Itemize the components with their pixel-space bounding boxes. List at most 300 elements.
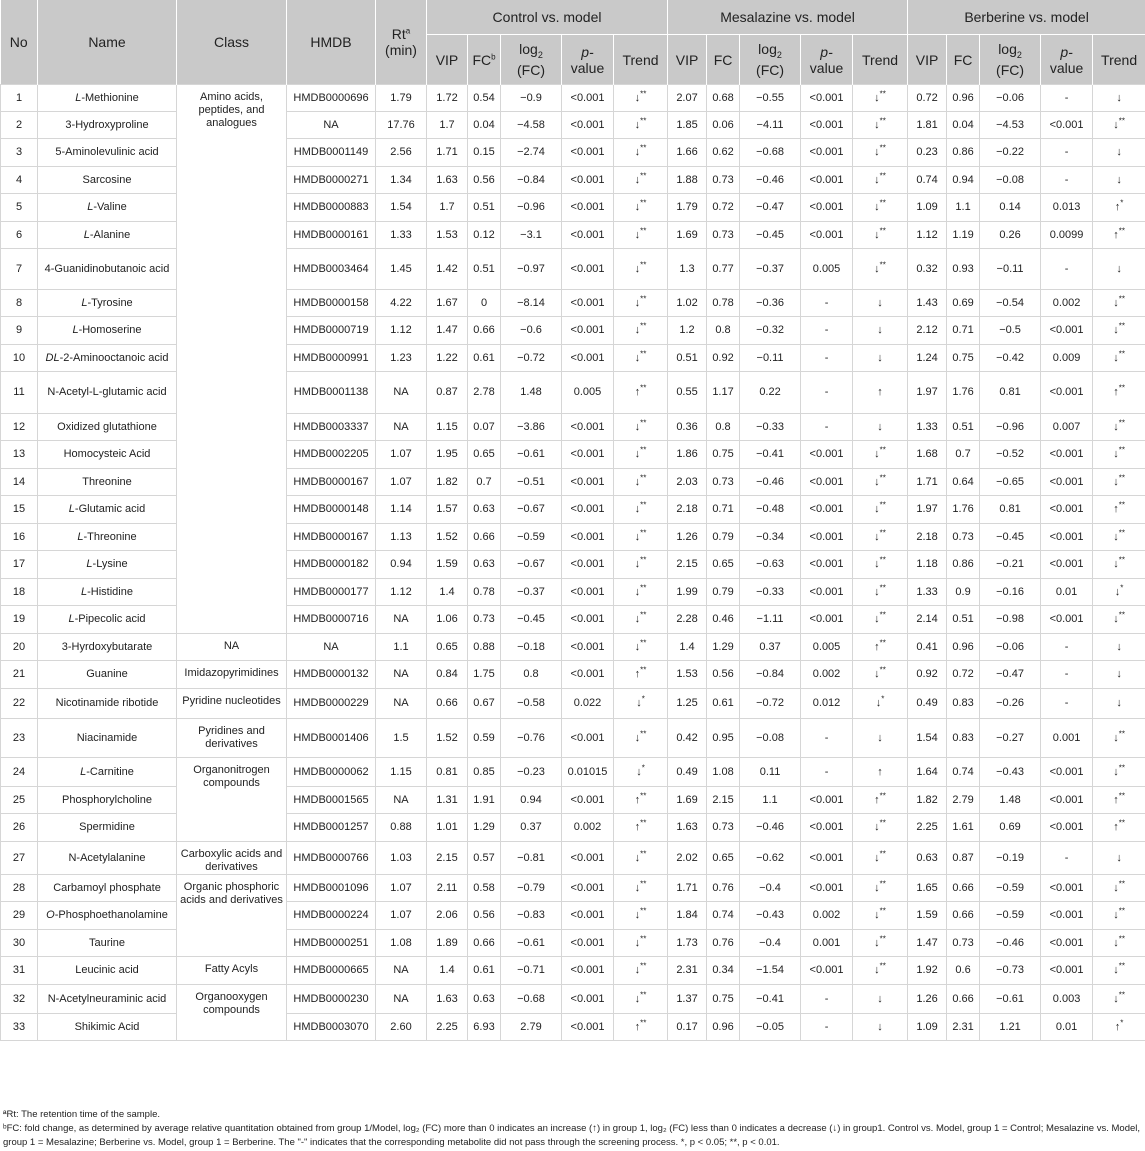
cell-p-value: - [1041,249,1093,290]
cell-vip: 1.63 [668,814,707,842]
table-row [1,787,1145,814]
cell-vip: 1.18 [908,551,947,579]
cell-trend: ↓** [614,85,668,112]
cell-fc: 2.15 [707,787,740,814]
cell-vip: 1.88 [668,167,707,194]
cell-vip: 1.42 [427,249,468,290]
cell-name: Shikimic Acid [38,1014,177,1041]
cell-p-value: <0.001 [1041,875,1093,902]
cell-trend: ↓** [614,875,668,902]
cell-trend: ↓ [853,317,908,345]
cell-no: 5 [1,194,38,222]
cell-log2fc: −0.33 [740,579,801,606]
cell-trend: ↓* [853,689,908,719]
cell-trend: ↓** [614,441,668,469]
cell-trend: ↑** [1093,222,1145,249]
cell-fc: 0.07 [468,414,501,441]
cell-log2fc: −0.67 [501,496,562,524]
cell-trend: ↓** [1093,112,1145,139]
cell-trend: ↑** [853,634,908,661]
cell-trend: ↑* [1093,1014,1145,1041]
cell-hmdb: HMDB0003337 [287,414,376,441]
table-row [1,842,1145,875]
cell-log2fc: −0.59 [980,875,1041,902]
cell-vip: 1.59 [427,551,468,579]
cell-trend: ↓** [614,112,668,139]
cell-p-value: <0.001 [801,524,853,551]
cell-vip: 0.81 [427,758,468,787]
table-row [1,689,1145,719]
cell-log2fc: −0.46 [980,930,1041,957]
cell-log2fc: −0.11 [740,345,801,372]
cell-trend: ↓ [1093,139,1145,167]
cell-log2fc: −0.81 [501,842,562,875]
cell-log2fc: −0.97 [501,249,562,290]
cell-trend: ↓ [1093,842,1145,875]
table-header [1,0,1145,85]
cell-name: N-Acetylneuraminic acid [38,985,177,1014]
cell-trend: ↓** [614,902,668,930]
cell-vip: 1.53 [668,661,707,689]
cell-trend: ↓** [614,524,668,551]
cell-trend: ↓ [853,1014,908,1041]
cell-fc: 0.75 [947,345,980,372]
cell-no: 14 [1,469,38,496]
cell-fc: 0.65 [468,441,501,469]
table-row [1,317,1145,345]
cell-fc: 0.83 [947,719,980,758]
cell-log2fc: −0.59 [501,524,562,551]
cell-vip: 1.7 [427,112,468,139]
cell-trend: ↓** [853,606,908,634]
cell-rt: 1.34 [376,167,427,194]
cell-p-value: 0.009 [1041,345,1093,372]
table-row [1,634,1145,661]
cell-no: 8 [1,290,38,317]
cell-no: 33 [1,1014,38,1041]
cell-vip: 2.07 [668,85,707,112]
cell-p-value: 0.01015 [562,758,614,787]
cell-fc: 0.63 [468,985,501,1014]
cell-fc: 0.94 [947,167,980,194]
cell-class: NA [177,634,287,661]
cell-hmdb: HMDB0000719 [287,317,376,345]
cell-trend: ↓** [614,194,668,222]
cell-fc: 0.56 [707,661,740,689]
cell-log2fc: −0.37 [740,249,801,290]
cell-vip: 2.15 [668,551,707,579]
cell-hmdb: HMDB0000229 [287,689,376,719]
cell-log2fc: −8.14 [501,290,562,317]
cell-name: L-Pipecolic acid [38,606,177,634]
cell-p-value: 0.001 [1041,719,1093,758]
cell-no: 1 [1,85,38,112]
cell-trend: ↓** [614,139,668,167]
cell-rt: 1.79 [376,85,427,112]
cell-vip: 0.55 [668,372,707,414]
cell-name: Carbamoyl phosphate [38,875,177,902]
cell-vip: 0.23 [908,139,947,167]
cell-no: 32 [1,985,38,1014]
header-fc: FC [947,35,980,85]
cell-p-value: - [1041,167,1093,194]
cell-name: Oxidized glutathione [38,414,177,441]
cell-fc: 0.46 [707,606,740,634]
header-trend: Trend [614,35,668,85]
cell-fc: 0.64 [947,469,980,496]
cell-vip: 1.71 [668,875,707,902]
cell-fc: 0.51 [947,414,980,441]
cell-trend: ↓** [1093,985,1145,1014]
cell-trend: ↓** [614,249,668,290]
header-fc: FC [707,35,740,85]
header-berberine-vs-model: Berberine vs. model [908,0,1145,35]
cell-trend: ↓** [1093,606,1145,634]
header-fc: $FC^b$ [468,35,501,85]
cell-rt: 2.56 [376,139,427,167]
cell-no: 16 [1,524,38,551]
cell-trend: ↓** [1093,469,1145,496]
cell-hmdb: HMDB0000158 [287,290,376,317]
cell-trend: ↑ [853,372,908,414]
cell-p-value: <0.001 [562,249,614,290]
cell-vip: 1.57 [427,496,468,524]
cell-vip: 1.7 [427,194,468,222]
cell-fc: 0.61 [468,345,501,372]
cell-p-value: <0.001 [801,139,853,167]
cell-hmdb: HMDB0001096 [287,875,376,902]
cell-log2fc: −0.72 [740,689,801,719]
cell-p-value: <0.001 [562,414,614,441]
cell-vip: 1.66 [668,139,707,167]
cell-vip: 2.28 [668,606,707,634]
cell-name: Guanine [38,661,177,689]
cell-fc: 0.73 [947,930,980,957]
cell-hmdb: HMDB0000177 [287,579,376,606]
cell-p-value: 0.005 [801,634,853,661]
cell-vip: 1.81 [908,112,947,139]
cell-vip: 1.68 [908,441,947,469]
header-no: No [1,0,38,85]
cell-trend: ↓ [1093,249,1145,290]
cell-fc: 0.71 [707,496,740,524]
cell-fc: 0.63 [468,496,501,524]
cell-vip: 1.33 [908,414,947,441]
cell-p-value: - [801,414,853,441]
cell-fc: 0.73 [707,469,740,496]
cell-vip: 1.2 [668,317,707,345]
cell-no: 19 [1,606,38,634]
cell-vip: 0.72 [908,85,947,112]
cell-trend: ↓ [853,985,908,1014]
cell-fc: 2.79 [947,787,980,814]
cell-log2fc: 1.1 [740,787,801,814]
cell-class: Fatty Acyls [177,957,287,985]
cell-vip: 0.87 [427,372,468,414]
cell-no: 23 [1,719,38,758]
cell-fc: 0.57 [468,842,501,875]
table-body [1,85,1145,1041]
cell-fc: 0.93 [947,249,980,290]
cell-rt: 1.14 [376,496,427,524]
cell-p-value: <0.001 [562,957,614,985]
cell-p-value: <0.001 [562,902,614,930]
cell-fc: 0.72 [947,661,980,689]
table-row [1,139,1145,167]
cell-class: Pyridines and derivatives [177,719,287,758]
cell-log2fc: −2.74 [501,139,562,167]
cell-log2fc: −0.06 [980,634,1041,661]
cell-log2fc: −0.6 [501,317,562,345]
cell-log2fc: 0.8 [501,661,562,689]
cell-log2fc: −0.4 [740,875,801,902]
table-row [1,985,1145,1014]
cell-vip: 1.59 [908,902,947,930]
cell-log2fc: −0.72 [501,345,562,372]
cell-vip: 2.25 [427,1014,468,1041]
cell-trend: ↓** [614,930,668,957]
cell-trend: ↓** [1093,719,1145,758]
cell-trend: ↓** [1093,317,1145,345]
cell-fc: 0.66 [947,902,980,930]
cell-p-value: <0.001 [1041,524,1093,551]
cell-vip: 1.82 [427,469,468,496]
cell-fc: 0.65 [707,551,740,579]
cell-hmdb: HMDB0000148 [287,496,376,524]
table-row [1,167,1145,194]
cell-p-value: 0.002 [1041,290,1093,317]
cell-log2fc: −0.11 [980,249,1041,290]
cell-trend: ↓** [853,814,908,842]
cell-vip: 1.63 [427,985,468,1014]
cell-log2fc: −0.08 [740,719,801,758]
cell-p-value: - [1041,661,1093,689]
cell-no: 15 [1,496,38,524]
cell-fc: 0.86 [947,139,980,167]
cell-p-value: 0.01 [1041,1014,1093,1041]
cell-trend: ↑** [614,372,668,414]
cell-log2fc: −0.45 [740,222,801,249]
cell-name: Homocysteic Acid [38,441,177,469]
cell-p-value: 0.002 [562,814,614,842]
cell-log2fc: −0.58 [501,689,562,719]
cell-trend: ↓** [1093,414,1145,441]
cell-fc: 0.73 [468,606,501,634]
cell-log2fc: 0.26 [980,222,1041,249]
cell-log2fc: 2.79 [501,1014,562,1041]
cell-hmdb: HMDB0001257 [287,814,376,842]
cell-p-value: <0.001 [801,787,853,814]
cell-log2fc: −0.67 [501,551,562,579]
cell-trend: ↓** [1093,441,1145,469]
cell-vip: 1.25 [668,689,707,719]
cell-trend: ↓** [614,957,668,985]
cell-log2fc: −0.41 [740,985,801,1014]
cell-p-value: 0.005 [801,249,853,290]
cell-rt: 1.07 [376,902,427,930]
cell-name: Nicotinamide ribotide [38,689,177,719]
cell-no: 28 [1,875,38,902]
cell-fc: 0.77 [707,249,740,290]
cell-vip: 1.4 [668,634,707,661]
cell-fc: 0.79 [707,524,740,551]
cell-log2fc: −0.73 [980,957,1041,985]
cell-p-value: - [1041,842,1093,875]
cell-rt: 1.23 [376,345,427,372]
cell-trend: ↓** [614,290,668,317]
cell-vip: 1.86 [668,441,707,469]
cell-trend: ↓** [614,496,668,524]
cell-log2fc: −0.45 [980,524,1041,551]
cell-rt: 1.5 [376,719,427,758]
cell-vip: 1.24 [908,345,947,372]
cell-no: 10 [1,345,38,372]
cell-trend: ↓** [853,469,908,496]
cell-trend: ↓** [853,112,908,139]
cell-fc: 0.66 [468,317,501,345]
header-log2fc: $\log_2$ (FC) [740,35,801,85]
cell-trend: ↑** [853,787,908,814]
header-log2fc: $\log_2$ (FC) [501,35,562,85]
header-trend: Trend [1093,35,1145,85]
cell-p-value: <0.001 [562,661,614,689]
cell-trend: ↓** [853,139,908,167]
cell-trend: ↓** [614,414,668,441]
cell-fc: 0.83 [947,689,980,719]
cell-name: L-Homoserine [38,317,177,345]
cell-hmdb: HMDB0000167 [287,469,376,496]
cell-fc: 1.08 [707,758,740,787]
cell-fc: 0.15 [468,139,501,167]
cell-p-value: <0.001 [562,290,614,317]
cell-trend: ↓** [614,719,668,758]
cell-vip: 2.03 [668,469,707,496]
cell-trend: ↓** [853,441,908,469]
cell-hmdb: HMDB0001138 [287,372,376,414]
cell-trend: ↓** [853,875,908,902]
header-p-value: p- value [801,35,853,85]
cell-log2fc: −0.46 [740,167,801,194]
cell-fc: 0.06 [707,112,740,139]
cell-vip: 0.63 [908,842,947,875]
cell-name: L-Glutamic acid [38,496,177,524]
cell-trend: ↓** [853,661,908,689]
cell-vip: 0.36 [668,414,707,441]
cell-log2fc: 0.11 [740,758,801,787]
cell-name: 3-Hydroxyproline [38,112,177,139]
cell-p-value: <0.001 [801,112,853,139]
cell-fc: 1.76 [947,372,980,414]
cell-fc: 0.66 [947,985,980,1014]
cell-trend: ↓ [853,290,908,317]
cell-p-value: <0.001 [801,814,853,842]
cell-p-value: <0.001 [1041,787,1093,814]
cell-hmdb: HMDB0000766 [287,842,376,875]
cell-p-value: <0.001 [1041,317,1093,345]
cell-fc: 0.04 [947,112,980,139]
header-p-value: p- value [1041,35,1093,85]
cell-name: 3-Hyrdoxybutarate [38,634,177,661]
cell-p-value: <0.001 [562,441,614,469]
cell-hmdb: HMDB0000991 [287,345,376,372]
cell-rt: NA [376,985,427,1014]
cell-no: 3 [1,139,38,167]
cell-fc: 0.78 [707,290,740,317]
cell-p-value: <0.001 [801,579,853,606]
cell-class: Imidazopyrimidines [177,661,287,689]
cell-p-value: 0.001 [801,930,853,957]
cell-rt: 1.33 [376,222,427,249]
cell-hmdb: HMDB0000161 [287,222,376,249]
cell-log2fc: −0.52 [980,441,1041,469]
cell-p-value: <0.001 [1041,902,1093,930]
cell-p-value: <0.001 [562,317,614,345]
cell-fc: 0.92 [707,345,740,372]
cell-p-value: <0.001 [562,719,614,758]
header-p-value: p- value [562,35,614,85]
cell-log2fc: −0.63 [740,551,801,579]
cell-log2fc: −0.4 [740,930,801,957]
cell-p-value: 0.022 [562,689,614,719]
cell-vip: 0.92 [908,661,947,689]
cell-p-value: <0.001 [801,551,853,579]
cell-vip: 0.66 [427,689,468,719]
cell-log2fc: −0.83 [501,902,562,930]
cell-fc: 0.75 [707,985,740,1014]
cell-hmdb: HMDB0000251 [287,930,376,957]
cell-vip: 1.71 [427,139,468,167]
header-vip: VIP [668,35,707,85]
cell-log2fc: −0.21 [980,551,1041,579]
cell-fc: 1.17 [707,372,740,414]
cell-trend: ↑** [1093,372,1145,414]
cell-hmdb: HMDB0000665 [287,957,376,985]
cell-log2fc: −4.58 [501,112,562,139]
cell-p-value: <0.001 [1041,441,1093,469]
cell-p-value: - [1041,139,1093,167]
cell-class: Organic phosphoric acids and derivatives [177,875,287,957]
cell-p-value: <0.001 [1041,957,1093,985]
cell-p-value: <0.001 [562,112,614,139]
cell-trend: ↓** [853,551,908,579]
cell-log2fc: −0.54 [980,290,1041,317]
cell-no: 7 [1,249,38,290]
cell-name: 5-Aminolevulinic acid [38,139,177,167]
cell-fc: 0.73 [707,222,740,249]
cell-p-value: - [801,317,853,345]
cell-p-value: - [1041,689,1093,719]
cell-trend: ↓** [614,985,668,1014]
cell-p-value: <0.001 [801,496,853,524]
cell-trend: ↓** [853,930,908,957]
cell-log2fc: −0.32 [740,317,801,345]
cell-log2fc: −1.11 [740,606,801,634]
cell-vip: 1.02 [668,290,707,317]
cell-fc: 0.96 [947,85,980,112]
cell-fc: 0.71 [947,317,980,345]
cell-log2fc: −0.47 [740,194,801,222]
cell-fc: 0.59 [468,719,501,758]
cell-p-value: 0.003 [1041,985,1093,1014]
cell-rt: 1.12 [376,317,427,345]
cell-p-value: <0.001 [562,469,614,496]
cell-log2fc: −0.84 [740,661,801,689]
cell-log2fc: −0.23 [501,758,562,787]
cell-trend: ↓** [853,85,908,112]
cell-fc: 0.7 [947,441,980,469]
cell-vip: 1.09 [908,194,947,222]
cell-trend: ↑** [1093,814,1145,842]
